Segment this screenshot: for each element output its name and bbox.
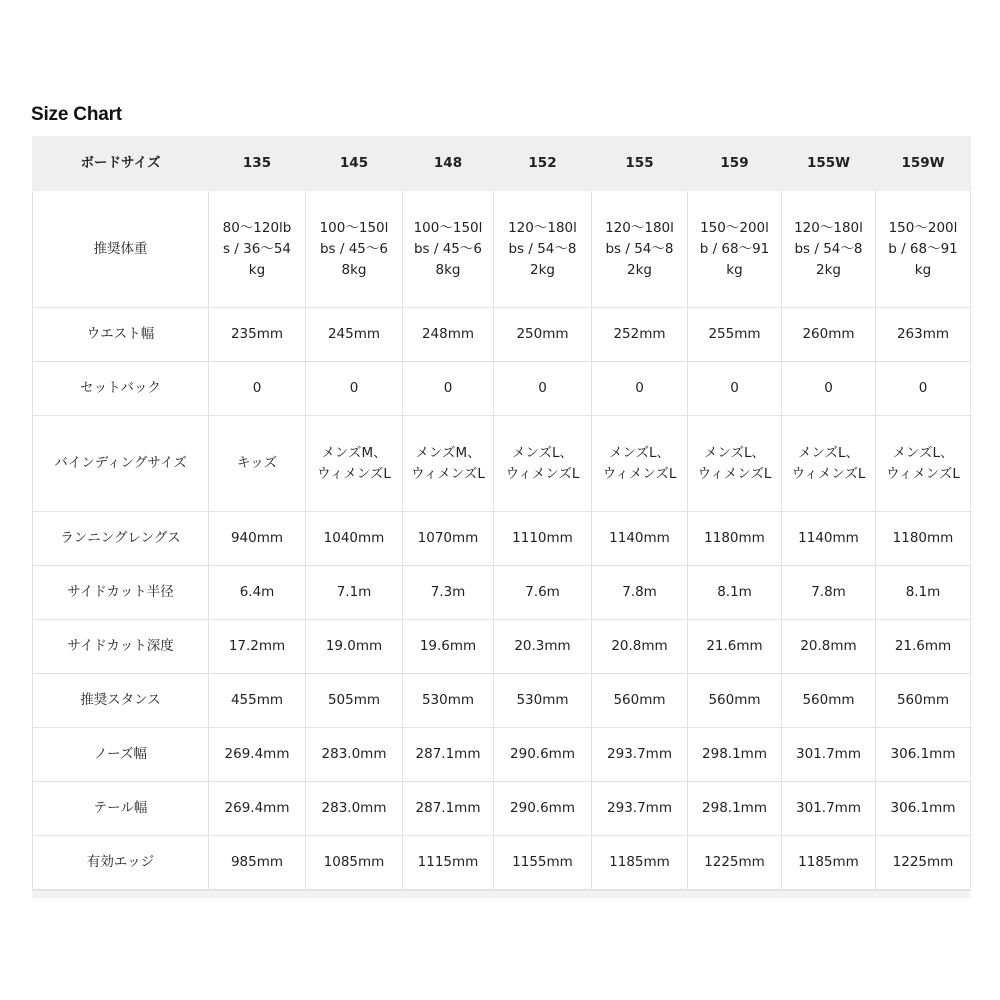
table-cell: 20.8mm (592, 620, 688, 674)
table-cell: 260mm (782, 308, 876, 362)
cell-value: メンズL、ウィメンズL (697, 444, 772, 482)
cell-value: 150〜200lb / 68〜91kg (888, 219, 958, 278)
table-cell: 269.4mm (209, 782, 306, 836)
row-label: テール幅 (33, 782, 209, 836)
table-row (33, 308, 971, 362)
table-cell: 255mm (688, 308, 782, 362)
header-size: 159W (876, 137, 971, 191)
table-cell: 293.7mm (592, 782, 688, 836)
cell-value: メンズL、ウィメンズL (505, 444, 580, 482)
row-label: サイドカット半径 (33, 566, 209, 620)
cell-value: 120〜180lbs / 54〜82kg (508, 219, 577, 278)
table-cell: 7.1m (306, 566, 403, 620)
table-cell: 19.6mm (403, 620, 494, 674)
table-cell: 250mm (494, 308, 592, 362)
table-cell: 287.1mm (403, 728, 494, 782)
table-cell: 7.3m (403, 566, 494, 620)
table-cell: 7.8m (782, 566, 876, 620)
table-cell: 1180mm (688, 512, 782, 566)
table-cell: 1185mm (782, 836, 876, 890)
table-cell (876, 191, 971, 308)
table-cell: 20.3mm (494, 620, 592, 674)
table-cell: 1040mm (306, 512, 403, 566)
table-cell: 940mm (209, 512, 306, 566)
table-cell: 1110mm (494, 512, 592, 566)
cell-value: 100〜150lbs / 45〜68kg (413, 219, 483, 278)
table-cell: 7.8m (592, 566, 688, 620)
table-cell: 455mm (209, 674, 306, 728)
table-cell: 530mm (494, 674, 592, 728)
table-cell: 0 (494, 362, 592, 416)
table-cell: 0 (306, 362, 403, 416)
table-row (33, 416, 971, 512)
table-cell: 505mm (306, 674, 403, 728)
cell-value: メンズL、ウィメンズL (791, 444, 866, 482)
table-row (33, 362, 971, 416)
cell-value: 120〜180lbs / 54〜82kg (794, 219, 863, 278)
table-cell: 298.1mm (688, 782, 782, 836)
table-cell: 6.4m (209, 566, 306, 620)
header-size: 145 (306, 137, 403, 191)
table-cell: 283.0mm (306, 782, 403, 836)
table-cell: 8.1m (688, 566, 782, 620)
cell-value: 150〜200lb / 68〜91kg (699, 219, 770, 278)
row-label: ランニングレングス (33, 512, 209, 566)
table-cell: 0 (592, 362, 688, 416)
table-cell: 560mm (876, 674, 971, 728)
header-label: ボードサイズ (33, 137, 209, 191)
table-cell (306, 416, 403, 512)
table-cell: 0 (209, 362, 306, 416)
cell-value: キッズ (236, 455, 278, 471)
table-cell: 1180mm (876, 512, 971, 566)
table-cell: 20.8mm (782, 620, 876, 674)
table-cell: 306.1mm (876, 782, 971, 836)
header-size: 155 (592, 137, 688, 191)
table-cell: 7.6m (494, 566, 592, 620)
table-cell (876, 416, 971, 512)
table-cell: 263mm (876, 308, 971, 362)
table-cell: 19.0mm (306, 620, 403, 674)
table-cell: 1085mm (306, 836, 403, 890)
table-cell: 1185mm (592, 836, 688, 890)
table-cell: 235mm (209, 308, 306, 362)
cell-value: メンズL、ウィメンズL (886, 444, 960, 482)
row-label: セットバック (33, 362, 209, 416)
table-cell (688, 191, 782, 308)
table-cell: 252mm (592, 308, 688, 362)
table-cell: 298.1mm (688, 728, 782, 782)
table-cell: 287.1mm (403, 782, 494, 836)
table-cell (688, 416, 782, 512)
header-size: 159 (688, 137, 782, 191)
table-cell (494, 191, 592, 308)
row-label: ウエスト幅 (33, 308, 209, 362)
table-cell: 1225mm (688, 836, 782, 890)
table-cell (306, 191, 403, 308)
table-bottom-divider (32, 890, 970, 898)
table-cell: 306.1mm (876, 728, 971, 782)
table-row (33, 674, 971, 728)
table-cell: 17.2mm (209, 620, 306, 674)
table-cell (494, 416, 592, 512)
row-label: 有効エッジ (33, 836, 209, 890)
table-cell: 21.6mm (876, 620, 971, 674)
table-row (33, 191, 971, 308)
table-cell: 283.0mm (306, 728, 403, 782)
table-cell (209, 416, 306, 512)
table-row (33, 620, 971, 674)
table-cell: 530mm (403, 674, 494, 728)
table-cell: 0 (688, 362, 782, 416)
table-cell: 248mm (403, 308, 494, 362)
cell-value: メンズL、ウィメンズL (602, 444, 677, 482)
table-cell: 21.6mm (688, 620, 782, 674)
table-row (33, 836, 971, 890)
table-row (33, 782, 971, 836)
cell-value: 120〜180lbs / 54〜82kg (605, 219, 674, 278)
table-cell (592, 191, 688, 308)
row-label: バインディングサイズ (33, 416, 209, 512)
table-cell: 0 (403, 362, 494, 416)
header-size: 148 (403, 137, 494, 191)
table-row (33, 512, 971, 566)
table-cell: 0 (876, 362, 971, 416)
table-cell: 269.4mm (209, 728, 306, 782)
table-cell (782, 191, 876, 308)
table-cell: 1070mm (403, 512, 494, 566)
cell-value: メンズM、ウィメンズL (411, 444, 485, 482)
table-cell (403, 416, 494, 512)
table-cell: 1140mm (592, 512, 688, 566)
table-cell: 293.7mm (592, 728, 688, 782)
page-title: Size Chart (31, 104, 122, 125)
header-row (33, 137, 971, 191)
table-cell: 245mm (306, 308, 403, 362)
table-row (33, 728, 971, 782)
row-label: ノーズ幅 (33, 728, 209, 782)
table-cell: 985mm (209, 836, 306, 890)
header-size: 152 (494, 137, 592, 191)
table-cell (592, 416, 688, 512)
row-label: 推奨スタンス (33, 674, 209, 728)
table-cell (782, 416, 876, 512)
table-cell: 560mm (688, 674, 782, 728)
table-cell: 8.1m (876, 566, 971, 620)
table-cell: 290.6mm (494, 728, 592, 782)
table-cell (403, 191, 494, 308)
table-row (33, 566, 971, 620)
cell-value: 100〜150lbs / 45〜68kg (319, 219, 389, 278)
row-label: 推奨体重 (33, 191, 209, 308)
table-cell: 560mm (782, 674, 876, 728)
cell-value: メンズM、ウィメンズL (317, 444, 391, 482)
table-cell: 1155mm (494, 836, 592, 890)
header-size: 135 (209, 137, 306, 191)
table-cell: 301.7mm (782, 728, 876, 782)
table-cell (209, 191, 306, 308)
table-cell: 1115mm (403, 836, 494, 890)
size-chart-table (32, 136, 971, 890)
row-label: サイドカット深度 (33, 620, 209, 674)
table-cell: 1140mm (782, 512, 876, 566)
table-cell: 0 (782, 362, 876, 416)
table-cell: 1225mm (876, 836, 971, 890)
table-cell: 301.7mm (782, 782, 876, 836)
table-cell: 290.6mm (494, 782, 592, 836)
table-cell: 560mm (592, 674, 688, 728)
cell-value: 80〜120lbs / 36〜54kg (222, 219, 292, 278)
header-size: 155W (782, 137, 876, 191)
